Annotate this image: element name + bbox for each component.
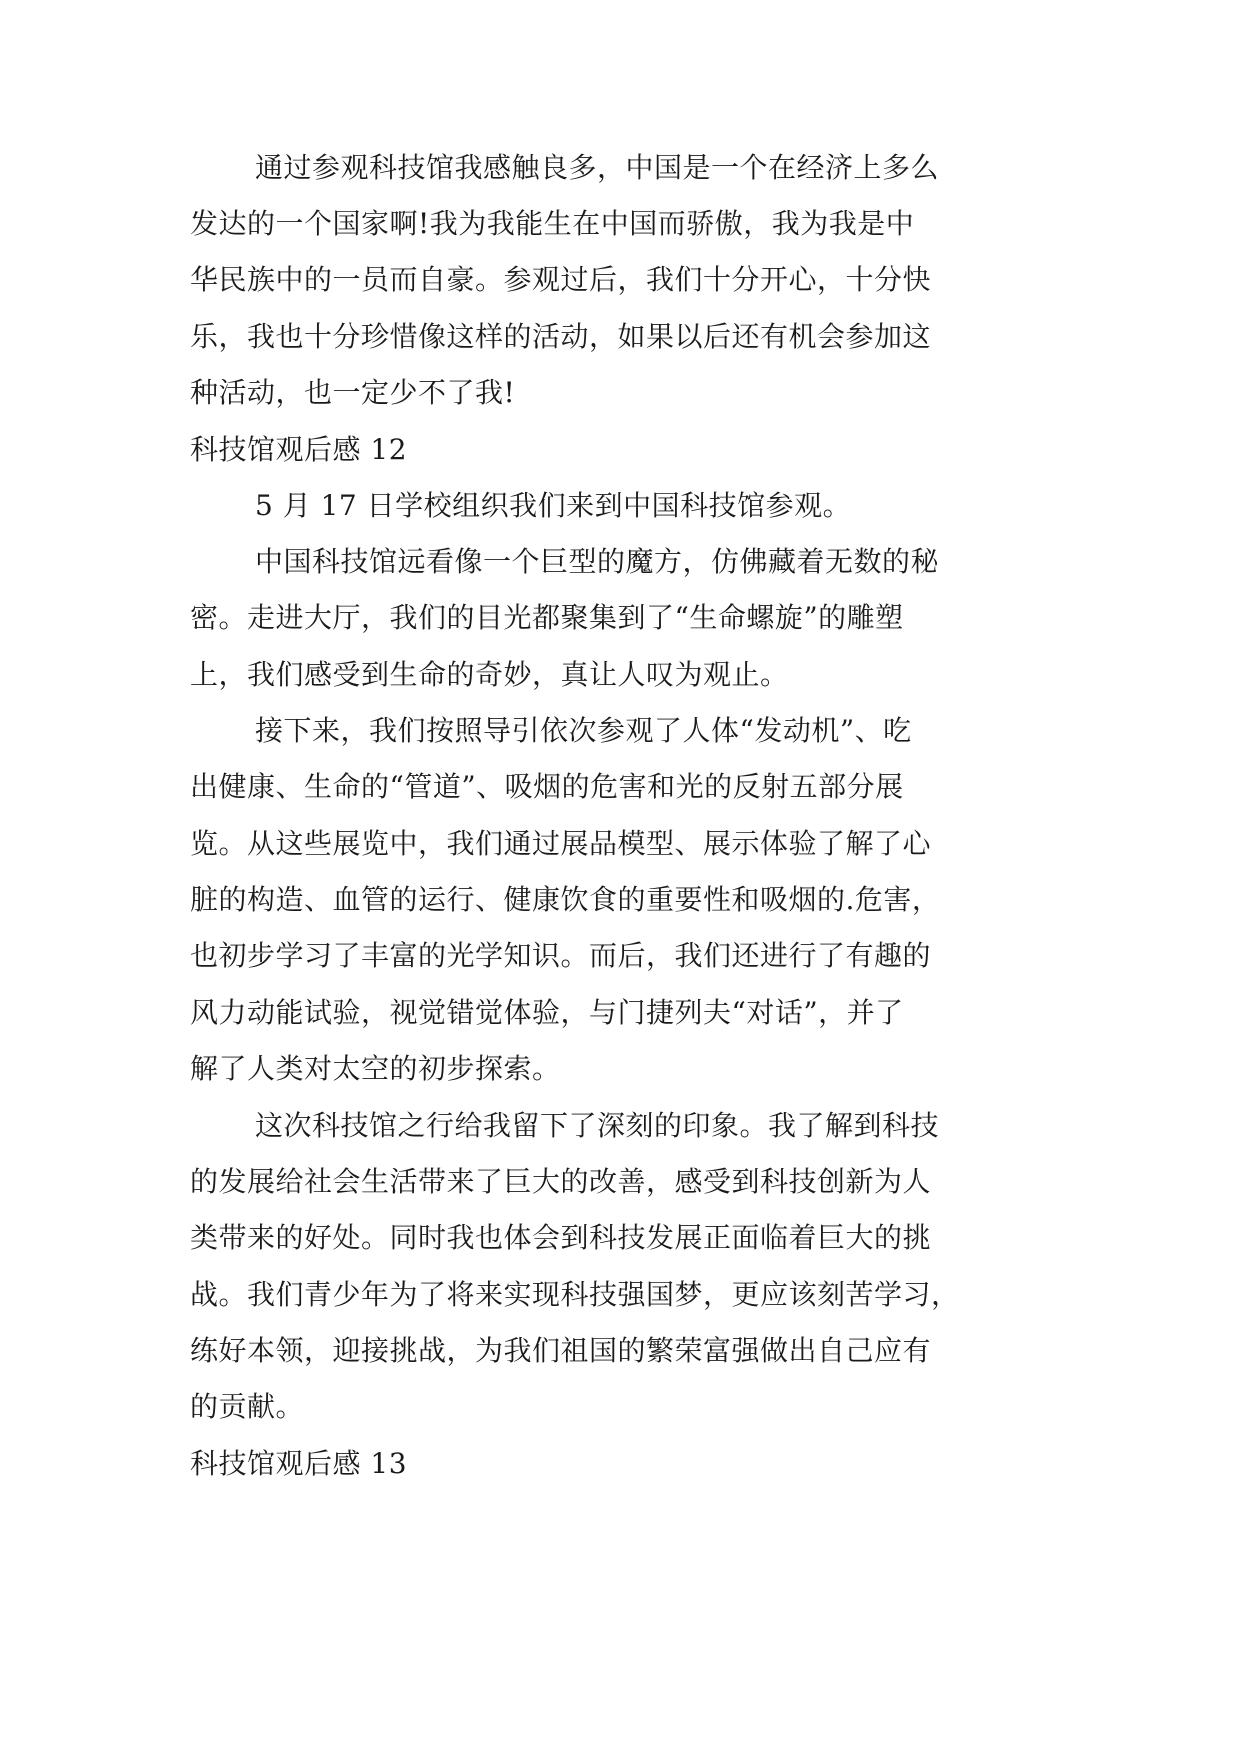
paragraph-4-line-7: 解了人类对太空的初步探索。 — [190, 1052, 561, 1085]
paragraph-4-line-2: 出健康、生命的“管道”、吸烟的危害和光的反射五部分展 — [190, 770, 904, 803]
paragraph-1-line-3: 华民族中的一员而自豪。参观过后，我们十分开心，十分快 — [190, 263, 932, 296]
paragraph-4-line-5: 也初步学习了丰富的光学知识。而后，我们还进行了有趣的 — [190, 939, 932, 972]
section-heading-12: 科技馆观后感 12 — [190, 433, 408, 466]
paragraph-1-line-1: 通过参观科技馆我感触良多，中国是一个在经济上多么 — [255, 151, 940, 184]
paragraph-4-line-6: 风力动能试验，视觉错觉体验，与门捷列夫“对话”，并了 — [190, 996, 904, 1029]
paragraph-2-line-1: 5 月 17 日学校组织我们来到中国科技馆参观。 — [255, 489, 852, 522]
paragraph-4-line-3: 览。从这些展览中，我们通过展品模型、展示体验了解了心 — [190, 827, 932, 860]
paragraph-3-line-3: 上，我们感受到生命的奇妙，真让人叹为观止。 — [190, 658, 789, 691]
paragraph-1-line-2: 发达的一个国家啊!我为我能生在中国而骄傲，我为我是中 — [190, 207, 915, 240]
paragraph-1-line-4: 乐，我也十分珍惜像这样的活动，如果以后还有机会参加这 — [190, 320, 932, 353]
paragraph-5-line-1: 这次科技馆之行给我留下了深刻的印象。我了解到科技 — [255, 1109, 940, 1142]
paragraph-5-line-3: 类带来的好处。同时我也体会到科技发展正面临着巨大的挑 — [190, 1221, 932, 1254]
paragraph-1-line-5: 种活动，也一定少不了我! — [190, 376, 516, 409]
section-heading-13: 科技馆观后感 13 — [190, 1447, 408, 1480]
paragraph-4-line-1: 接下来，我们按照导引依次参观了人体“发动机”、吃 — [255, 714, 912, 747]
paragraph-5-line-4: 战。我们青少年为了将来实现科技强国梦，更应该刻苦学习， — [190, 1278, 960, 1311]
paragraph-3-line-1: 中国科技馆远看像一个巨型的魔方，仿佛藏着无数的秘 — [255, 545, 940, 578]
paragraph-5-line-2: 的发展给社会生活带来了巨大的改善，感受到科技创新为人 — [190, 1165, 932, 1198]
paragraph-5-line-5: 练好本领，迎接挑战，为我们祖国的繁荣富强做出自己应有 — [190, 1334, 932, 1367]
paragraph-5-line-6: 的贡献。 — [190, 1390, 305, 1423]
paragraph-3-line-2: 密。走进大厅，我们的目光都聚集到了“生命螺旋”的雕塑 — [190, 601, 904, 634]
paragraph-4-line-4: 脏的构造、血管的运行、健康饮食的重要性和吸烟的.危害， — [190, 883, 941, 916]
